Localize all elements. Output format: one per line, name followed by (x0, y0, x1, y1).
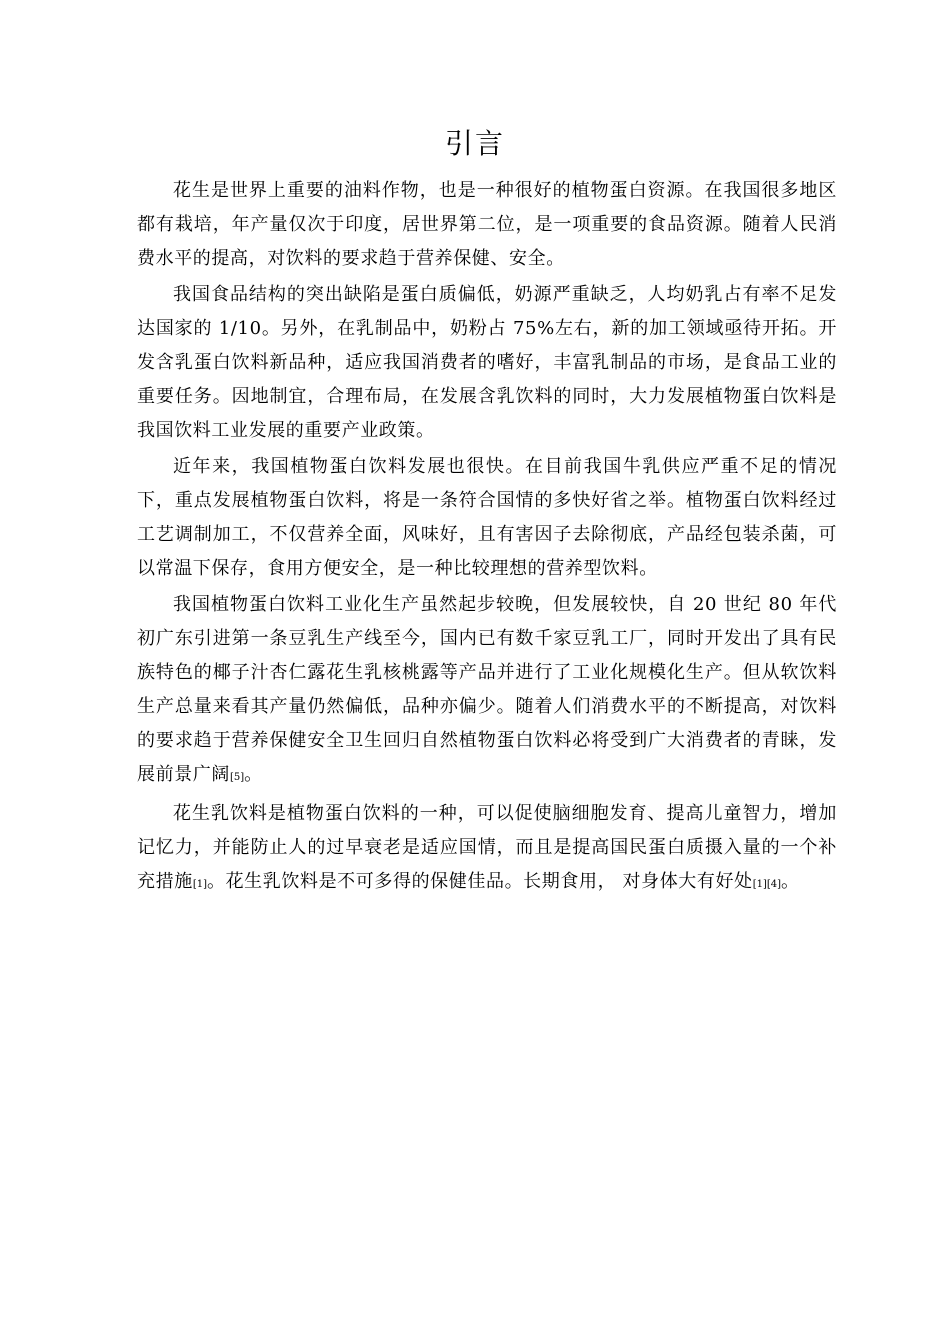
paragraph-text: 近年来，我国植物蛋白饮料发展也很快。在目前我国牛乳供应严重不足的情况下，重点发展植物蛋白饮料，将是一条符合国情的多快好省之举。植物蛋白饮料经过工艺调制加工，不仅营养全面，风味好，且有害因子去除彻底，产品经包装杀菌，可以常温下保存，食用方便安全，是一种比较理想的营养型饮料。 (137, 456, 837, 579)
paragraph-2 (137, 278, 837, 448)
page-title: 引言 (444, 127, 505, 160)
paragraph-3 (137, 450, 837, 586)
body-text (137, 174, 837, 902)
paragraph-5 (137, 797, 837, 902)
paragraph-1 (137, 174, 837, 276)
citation-marker: [1] (192, 879, 207, 890)
paragraph-text: 我国植物蛋白饮料工业化生产虽然起步较晚，但发展较快，自 20 世纪 80 年代初广东引进第一条豆乳生产线至今，国内已有数千家豆乳工厂，同时开发出了具有民族特色的椰子汁杏仁露花生乳核桃露等产品并进行了工业化规模化生产。但从软饮料生产总量来看其产量仍然偏低，品种亦偏少。随着人们消费水平的不断提高，对饮料的要求趋于营养保健安全卫生回归自然植物蛋白饮料必将受到广大消费者的青睐，发展前景广阔 (137, 594, 837, 785)
paragraph-text-tail: 。 (244, 764, 263, 785)
paragraph-text: 花生乳饮料是植物蛋白饮料的一种，可以促使脑细胞发育、提高儿童智力，增加记忆力，并能防止人的过早衰老是适应国情，而且是提高国民蛋白质摄入量的一个补充措施 (137, 803, 837, 892)
paragraph-text-tail: 。 (781, 871, 800, 892)
paragraph-text-mid: 。花生乳饮料是不可多得的保健佳品。长期食用， 对身体大有好处 (206, 871, 753, 892)
paragraph-text: 花生是世界上重要的油料作物，也是一种很好的植物蛋白资源。在我国很多地区都有栽培，年产量仅次于印度，居世界第二位，是一项重要的食品资源。随着人民消费水平的提高，对饮料的要求趋于营养保健、安全。 (137, 180, 837, 269)
citation-marker: [1][4] (752, 879, 782, 890)
paragraph-4 (137, 588, 837, 795)
paragraph-text: 我国食品结构的突出缺陷是蛋白质偏低，奶源严重缺乏，人均奶乳占有率不足发达国家的 1/10。另外，在乳制品中，奶粉占 75%左右，新的加工领域亟待开拓。开发含乳蛋白饮料新品种，适应我国消费者的嗜好，丰富乳制品的市场，是食品工业的重要任务。因地制宜，合理布局，在发展含乳饮料的同时，大力发展植物蛋白饮料是我国饮料工业发展的重要产业政策。 (137, 284, 837, 441)
citation-marker: [5] (230, 772, 245, 783)
